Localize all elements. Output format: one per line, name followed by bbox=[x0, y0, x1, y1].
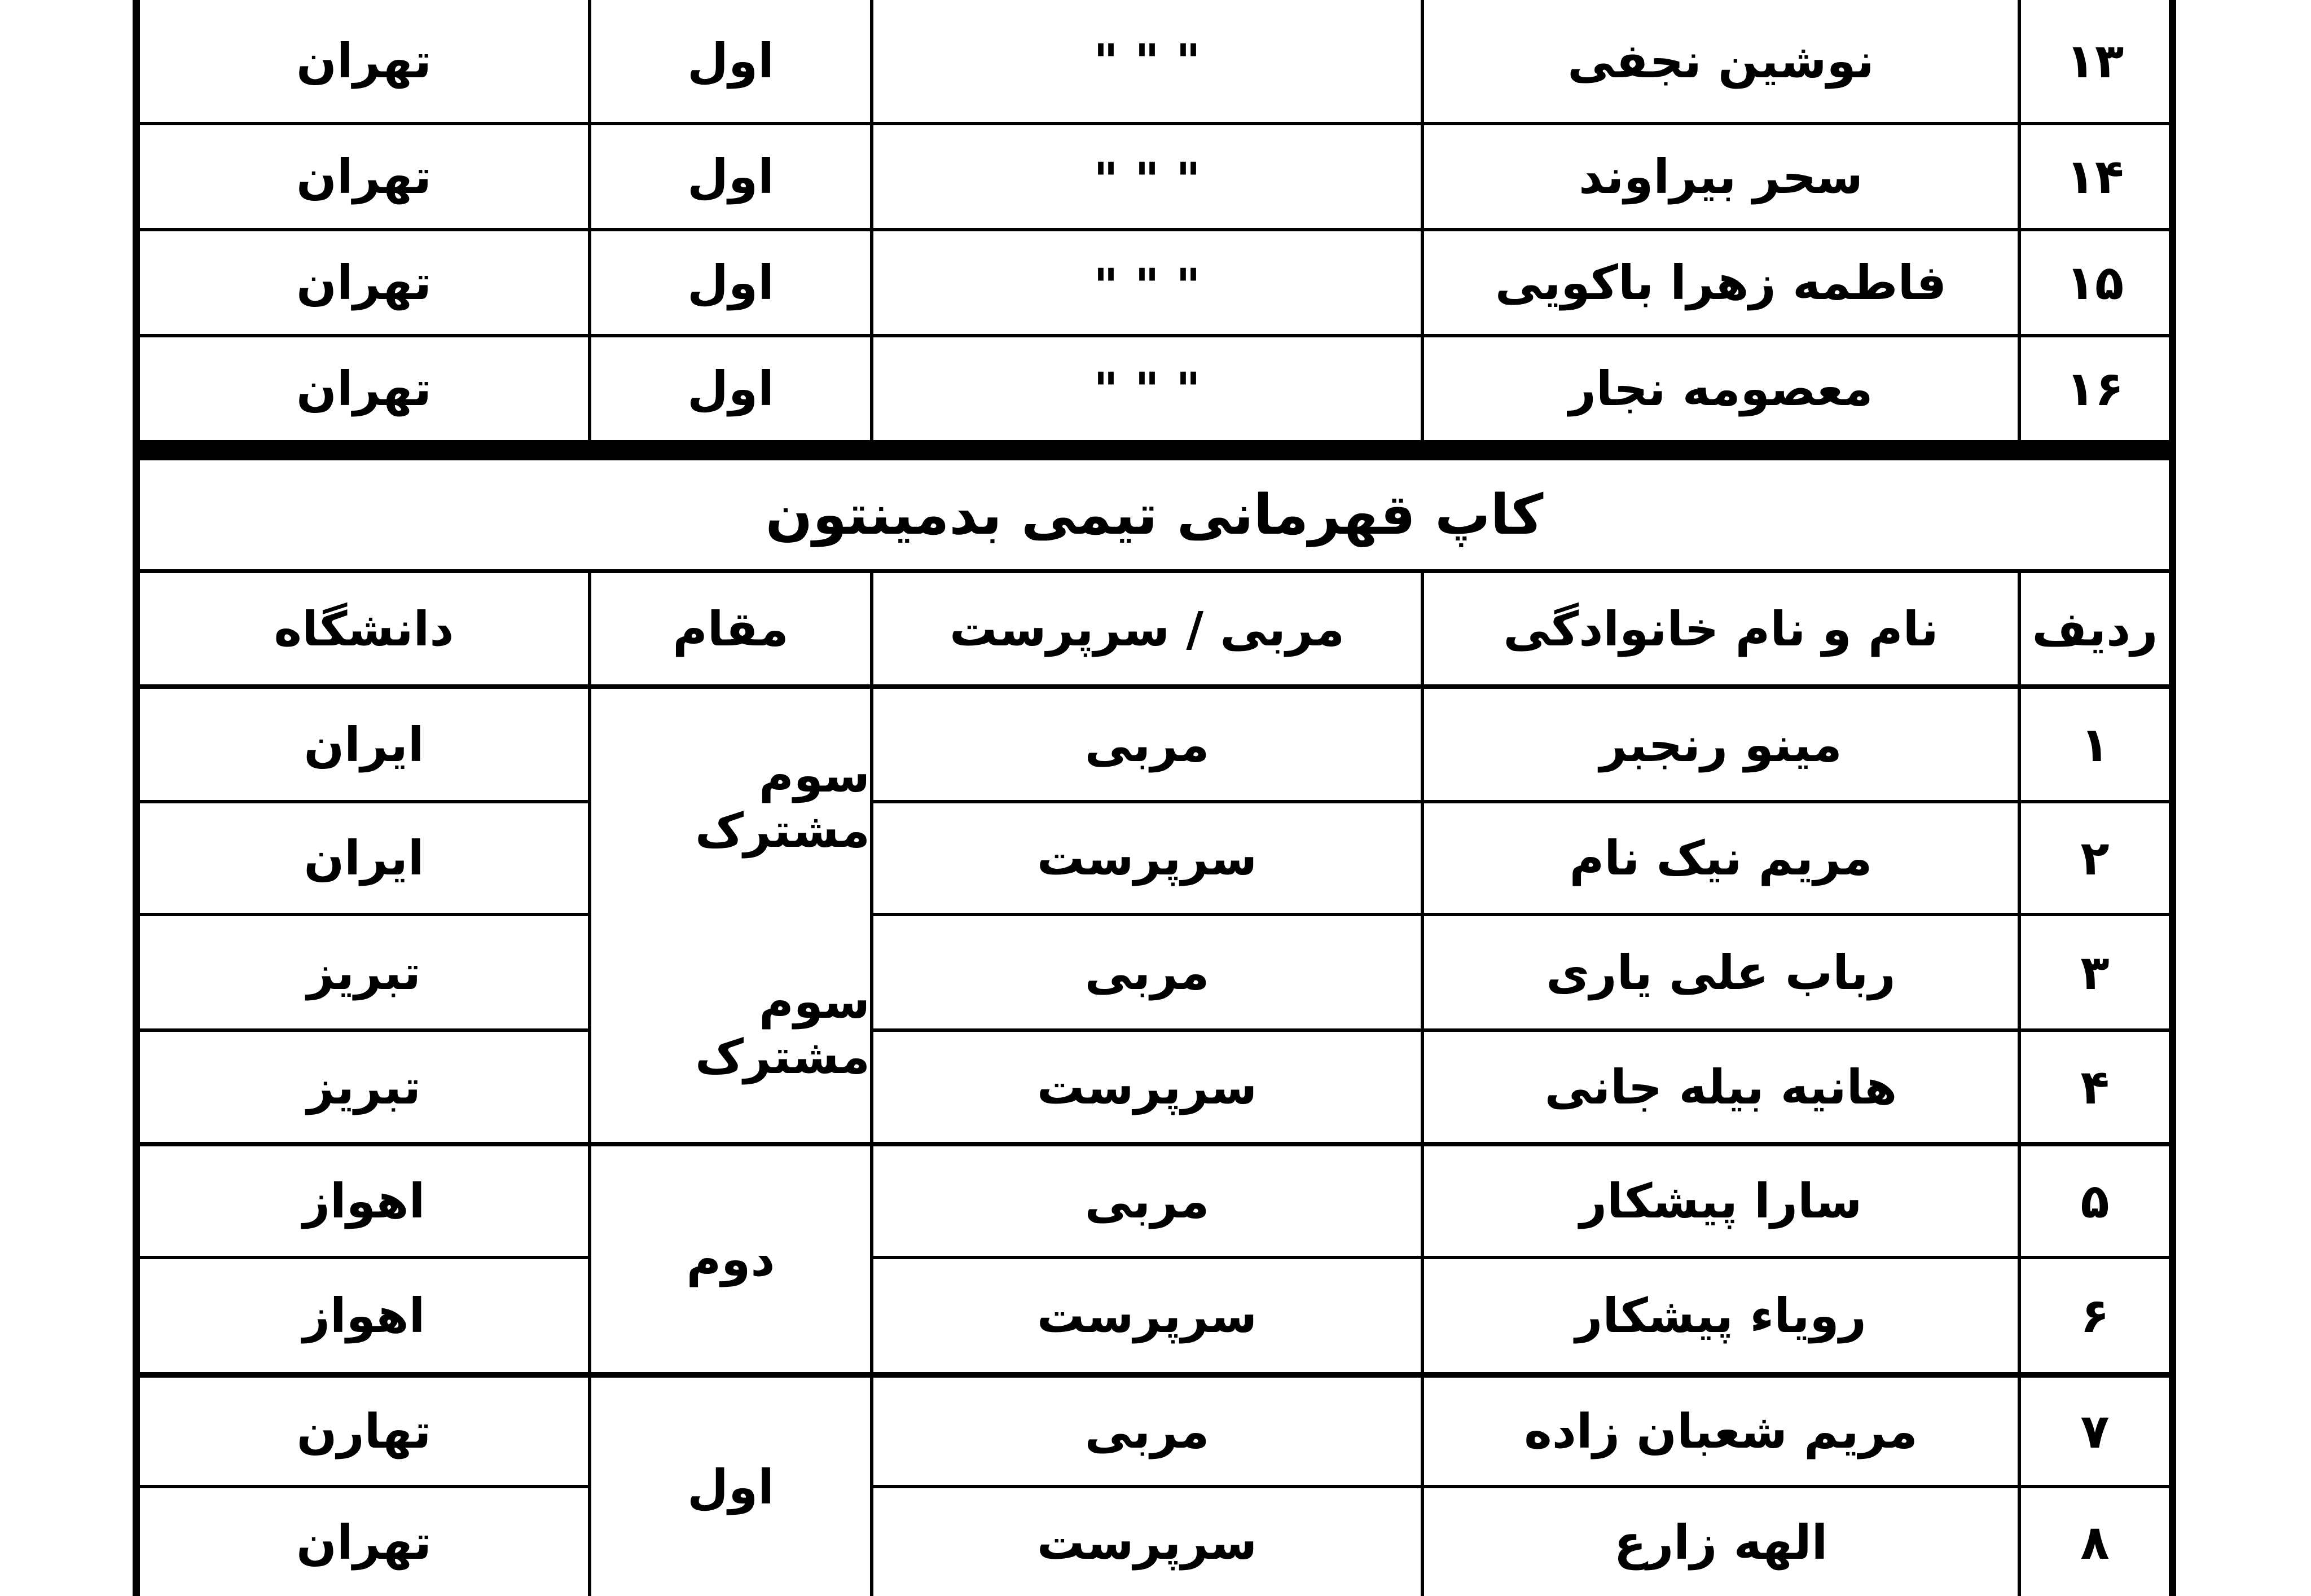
results-table bbox=[133, 0, 2176, 1596]
section-divider bbox=[140, 440, 2169, 460]
place-merged-cell: اول bbox=[588, 1378, 873, 1596]
place-cell: اول bbox=[687, 361, 774, 416]
header-place: مقام bbox=[673, 601, 789, 657]
rank-cell: ۶ bbox=[2080, 1288, 2110, 1343]
rank-cell: ۴ bbox=[2080, 1059, 2110, 1115]
header-university: دانشگاه bbox=[274, 601, 454, 657]
header-rank: ردیف bbox=[2032, 601, 2158, 657]
university-cell: تهران bbox=[296, 255, 432, 310]
table-row bbox=[140, 1378, 2169, 1488]
rank-cell: ۱۳ bbox=[2066, 33, 2124, 89]
table-row bbox=[140, 0, 2169, 125]
name-cell: رویاء پیشکار bbox=[1575, 1288, 1866, 1343]
rank-cell: ۷ bbox=[2080, 1404, 2110, 1459]
table-row bbox=[140, 1146, 2169, 1259]
university-cell: تهران bbox=[296, 361, 432, 416]
table-row bbox=[140, 916, 2169, 1032]
group-divider bbox=[140, 1372, 2169, 1378]
role-cell: " " " bbox=[1093, 34, 1201, 89]
rank-cell: ۵ bbox=[2080, 1173, 2110, 1229]
university-cell: تهران bbox=[296, 1514, 432, 1570]
name-cell: معصومه نجار bbox=[1569, 361, 1873, 416]
university-cell: تهران bbox=[296, 149, 432, 204]
university-cell: تهران bbox=[296, 33, 432, 89]
name-cell: سارا پیشکار bbox=[1579, 1173, 1862, 1229]
place-merged-cell: دوم bbox=[588, 1146, 873, 1372]
table-row bbox=[140, 231, 2169, 337]
table-row bbox=[140, 1259, 2169, 1372]
role-cell: مربی bbox=[1084, 1404, 1210, 1459]
university-cell: تهارن bbox=[296, 1404, 432, 1459]
role-cell: مربی bbox=[1084, 944, 1210, 1000]
name-cell: نوشین نجفی bbox=[1567, 33, 1874, 89]
header-name: نام و نام خانوادگی bbox=[1503, 601, 1939, 657]
university-cell: اهواز bbox=[302, 1288, 425, 1343]
table-row bbox=[140, 337, 2169, 440]
place-cell: اول bbox=[687, 33, 774, 89]
role-cell: " " " bbox=[1093, 258, 1201, 314]
table-row bbox=[140, 689, 2169, 803]
rank-cell: ۱۵ bbox=[2066, 255, 2124, 310]
table-row bbox=[140, 1032, 2169, 1142]
role-cell: مربی bbox=[1084, 716, 1210, 772]
role-cell: سرپرست bbox=[1036, 1514, 1258, 1570]
university-cell: ایران bbox=[304, 716, 424, 772]
university-cell: تبریز bbox=[307, 944, 421, 1000]
table-row bbox=[140, 1488, 2169, 1596]
name-cell: هانیه بیله جانی bbox=[1544, 1059, 1897, 1115]
rank-cell: ۳ bbox=[2080, 944, 2110, 1000]
role-cell: سرپرست bbox=[1036, 1288, 1258, 1343]
place-cell: اول bbox=[687, 255, 774, 310]
name-cell: فاطمه زهرا باکویی bbox=[1495, 255, 1947, 310]
rank-cell: ۲ bbox=[2080, 830, 2110, 886]
name-cell: سحر بیراوند bbox=[1579, 149, 1863, 204]
name-cell: مریم شعبان زاده bbox=[1524, 1404, 1918, 1459]
university-cell: ایران bbox=[304, 830, 424, 886]
rank-cell: ۱۶ bbox=[2066, 361, 2124, 416]
role-cell: سرپرست bbox=[1036, 830, 1258, 886]
role-cell: مربی bbox=[1084, 1173, 1210, 1229]
header-row bbox=[140, 573, 2169, 689]
role-cell: سرپرست bbox=[1036, 1059, 1258, 1115]
name-cell: مینو رنجبر bbox=[1600, 716, 1842, 772]
table-row bbox=[140, 803, 2169, 916]
place-cell: اول bbox=[687, 149, 774, 204]
university-cell: اهواز bbox=[302, 1173, 425, 1229]
name-cell: مریم نیک نام bbox=[1569, 830, 1873, 886]
role-cell: " " " bbox=[1093, 152, 1201, 208]
group-divider bbox=[140, 1142, 2169, 1146]
rank-cell: ۱ bbox=[2080, 716, 2110, 772]
name-cell: الهه زارع bbox=[1614, 1514, 1828, 1570]
rank-cell: ۱۴ bbox=[2066, 149, 2124, 204]
role-cell: " " " bbox=[1093, 362, 1201, 417]
name-cell: رباب علی یاری bbox=[1546, 944, 1896, 1000]
table-row bbox=[140, 125, 2169, 231]
rank-cell: ۸ bbox=[2080, 1514, 2110, 1570]
section-title: کاپ قهرمانی تیمی بدمینتون bbox=[765, 482, 1544, 547]
place-merged-cell: سوم مشترک bbox=[588, 916, 873, 1142]
place-merged-cell: سوم مشترک bbox=[588, 689, 873, 916]
university-cell: تبریز bbox=[307, 1059, 421, 1115]
section-title-row bbox=[140, 460, 2169, 573]
header-role: مربی / سرپرست bbox=[949, 601, 1345, 657]
